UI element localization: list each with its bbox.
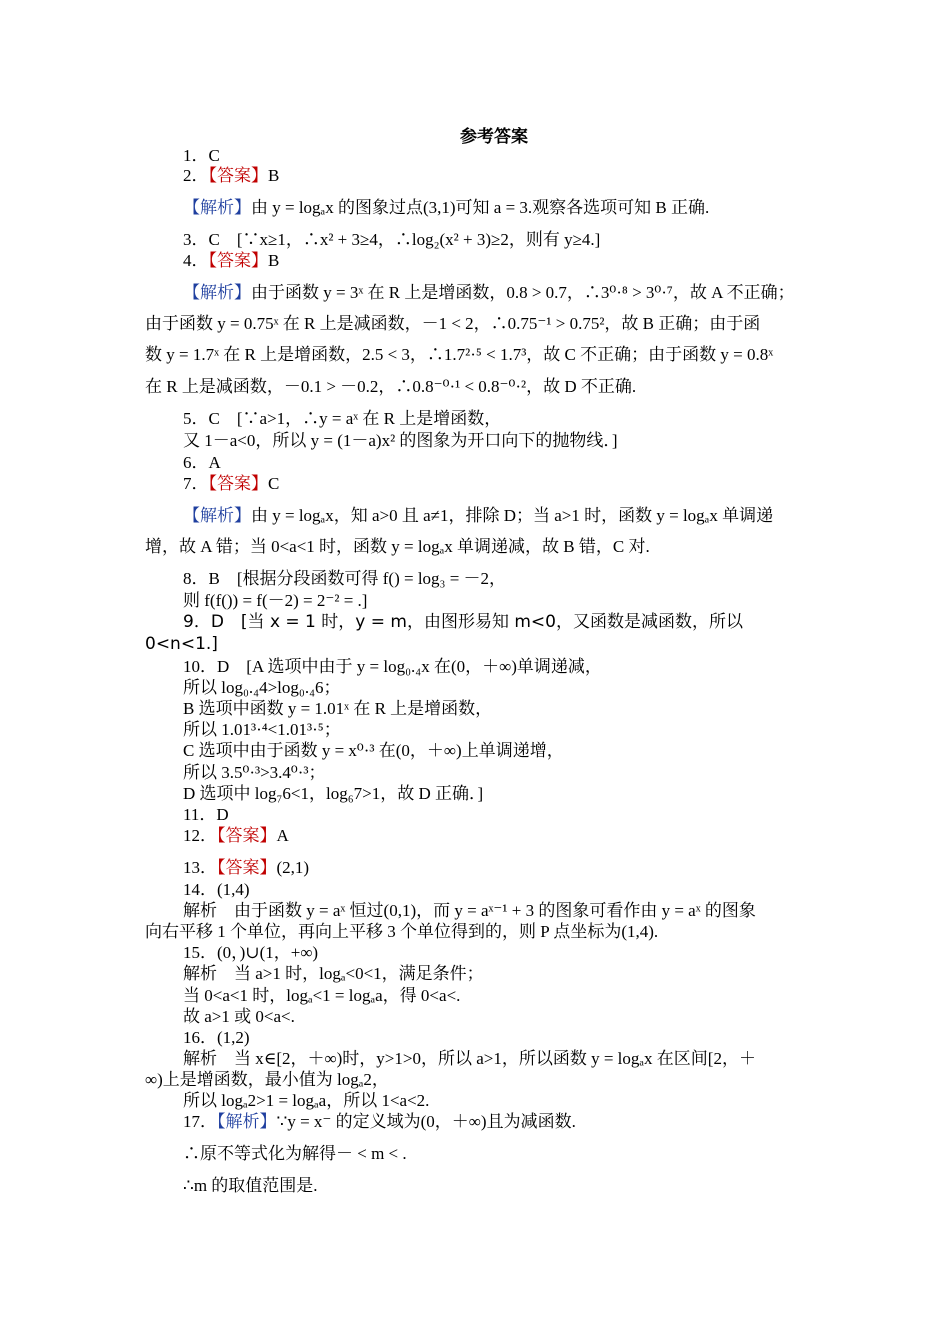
answer-line <box>183 145 220 167</box>
answer-line <box>183 857 309 879</box>
line-text: 4． <box>183 251 209 270</box>
line-text: 解析 由于函数 y = aˣ 恒过(0,1)，而 y = aˣ⁻¹ + 3 的图象可看作由 y = aˣ 的图象 <box>183 901 756 920</box>
answer-line <box>145 1069 389 1091</box>
answer-line <box>183 568 506 590</box>
line-text: 数 y = 1.7ˣ 在 R 上是增函数，2.5 < 3，∴1.7²·⁵ < 1.7³，故 C 不正确；由于函数 y = 0.8ˣ <box>145 345 774 364</box>
line-text: 所以 logₐ2>1 = logₐa，所以 1<a<2. <box>183 1091 430 1110</box>
answer-line <box>145 921 658 943</box>
analysis-tag: 【解析】 <box>183 283 251 303</box>
answer-tag: 【答案】 <box>217 826 277 846</box>
line-text: ∴原不等式化为解得－ < m < . <box>183 1144 407 1163</box>
line-text: 7． <box>183 474 209 493</box>
answer-line <box>145 376 636 398</box>
answer-line <box>183 762 325 784</box>
line-text: ∴m 的取值范围是. <box>183 1176 318 1195</box>
line-text: 由 y = logₐx，知 a>0 且 a≠1，排除 D；当 a>1 时，函数 y = logₐx 单调递 <box>251 506 774 525</box>
line-text: ∵y = x⁻ 的定义域为(0，＋∞)且为减函数. <box>276 1112 576 1131</box>
analysis-tag: 【解析】 <box>183 198 251 218</box>
answer-line <box>183 783 483 805</box>
answer-line <box>183 963 484 985</box>
answer-line <box>183 430 618 452</box>
answer-line <box>183 611 743 633</box>
line-text: 在 R 上是减函数，－0.1 > －0.2，∴0.8⁻⁰·¹ < 0.8⁻⁰·²，故 D 不正确. <box>145 377 637 396</box>
line-text: C 选项中由于函数 y = x⁰·³ 在(0，＋∞)上单调递增， <box>183 741 564 760</box>
answer-line <box>183 452 221 474</box>
line-text: 又 1－a<0，所以 y = (1－a)x² 的图象为开口向下的抛物线．] <box>183 431 618 450</box>
answer-line <box>145 313 760 335</box>
answer-line <box>183 677 341 699</box>
answer-line <box>183 804 229 826</box>
line-text: A <box>276 826 289 845</box>
answer-line <box>183 1090 429 1112</box>
line-text: C <box>268 474 280 493</box>
answer-line <box>183 1175 318 1197</box>
line-text: 2． <box>183 166 209 185</box>
line-text: 所以 3.5⁰·³>3.4⁰·³； <box>183 763 326 782</box>
answer-line <box>183 900 756 922</box>
answer-line <box>145 633 218 655</box>
answer-line <box>183 825 289 847</box>
line-text: 17． <box>183 1112 217 1131</box>
line-text: 所以 log₀.₄4>log₀.₄6； <box>183 678 341 697</box>
answer-tag: 【答案】 <box>208 166 268 186</box>
answer-line <box>183 229 600 251</box>
answer-tag: 【答案】 <box>217 858 277 878</box>
answer-line <box>183 942 318 964</box>
answer-line <box>183 740 564 762</box>
line-text: 当 0<a<1 时，logₐ<1 = logₐa，得 0<a<. <box>183 986 461 1005</box>
line-text: 则 f(f()) = f(－2) = 2⁻² = .] <box>183 591 368 610</box>
answer-line <box>183 505 773 527</box>
answer-line <box>183 282 795 304</box>
line-text: 1．C <box>183 146 220 165</box>
line-text: 增，故 A 错；当 0<a<1 时，函数 y = logₐx 单调递减，故 B 错，C 对. <box>145 537 650 556</box>
line-text: 0<n<1.] <box>145 634 218 654</box>
line-text: 13． <box>183 858 217 877</box>
line-text: ∞)上是增函数，最小值为 logₐ2， <box>145 1070 389 1089</box>
line-text: 6．A <box>183 453 221 472</box>
line-text: B <box>268 166 280 185</box>
answer-line <box>183 879 250 901</box>
line-text: D 选项中 log₇6<1，log₆7>1，故 D 正确．] <box>183 784 484 803</box>
answer-tag: 【答案】 <box>208 474 268 494</box>
line-text: 3．C [∵x≥1，∴x² + 3≥4，∴log₂(x² + 3)≥2，则有 y≥4.] <box>183 230 601 249</box>
answer-line <box>183 473 279 495</box>
line-text: 11．D <box>183 805 229 824</box>
answer-line <box>183 197 709 219</box>
line-text: 由于函数 y = 0.75ˣ 在 R 上是减函数，－1 < 2，∴0.75⁻¹ > 0.75²，故 B 正确；由于函 <box>145 314 761 333</box>
answer-line <box>183 590 367 612</box>
answer-line <box>183 698 492 720</box>
answer-line <box>183 250 279 272</box>
answer-line <box>183 1111 576 1133</box>
line-text: 15．(0，)∪(1，+∞) <box>183 943 319 962</box>
line-text: 5．C [∵a>1，∴y = aˣ 在 R 上是增函数， <box>183 409 502 428</box>
line-text: 8．B [根据分段函数可得 f() = log₃ = －2， <box>183 569 507 588</box>
answer-line <box>183 656 602 678</box>
analysis-tag: 【解析】 <box>183 506 251 526</box>
line-text: 10．D [A 选项中由于 y = log₀.₄x 在(0，＋∞)单调递减， <box>183 657 602 676</box>
line-text: 所以 1.01³·⁴<1.01³·⁵； <box>183 720 341 739</box>
answer-line <box>183 1006 295 1028</box>
page-title: 参考答案 <box>460 127 528 147</box>
answer-line <box>183 1143 407 1165</box>
line-text: 由于函数 y = 3ˣ 在 R 上是增函数，0.8 > 0.7，∴3⁰·⁸ > 3⁰·⁷，故 A 不正确； <box>251 283 795 302</box>
answer-tag: 【答案】 <box>208 251 268 271</box>
analysis-tag: 【解析】 <box>217 1112 277 1132</box>
line-text: 由 y = logₐx 的图象过点(3,1)可知 a = 3.观察各选项可知 B 正确. <box>251 198 710 217</box>
line-text: 12． <box>183 826 217 845</box>
line-text: 9．D [当 x = 1 时，y = m，由图形易知 m<0，又函数是减函数，所以 <box>183 612 743 632</box>
line-text: 向右平移 1 个单位，再向上平移 3 个单位得到的，则 P 点坐标为(1,4). <box>145 922 659 941</box>
answer-line <box>183 985 460 1007</box>
answer-line <box>145 536 650 558</box>
line-text: 16．(1,2) <box>183 1028 250 1047</box>
line-text: 故 a>1 或 0<a<. <box>183 1007 295 1026</box>
answer-line <box>183 1048 756 1070</box>
line-text: 解析 当 a>1 时，logₐ<0<1，满足条件； <box>183 964 484 983</box>
answer-line <box>183 719 341 741</box>
line-text: B 选项中函数 y = 1.01ˣ 在 R 上是增函数， <box>183 699 493 718</box>
line-text: 14．(1,4) <box>183 880 250 899</box>
line-text: (2,1) <box>276 858 310 877</box>
answer-line <box>183 165 279 187</box>
answer-line <box>183 408 501 430</box>
line-text: 解析 当 x∈[2，＋∞)时，y>1>0，所以 a>1，所以函数 y = logₐx 在区间[2，＋ <box>183 1049 756 1068</box>
answer-line <box>183 1027 250 1049</box>
line-text: B <box>268 251 280 270</box>
answer-line <box>145 344 773 366</box>
